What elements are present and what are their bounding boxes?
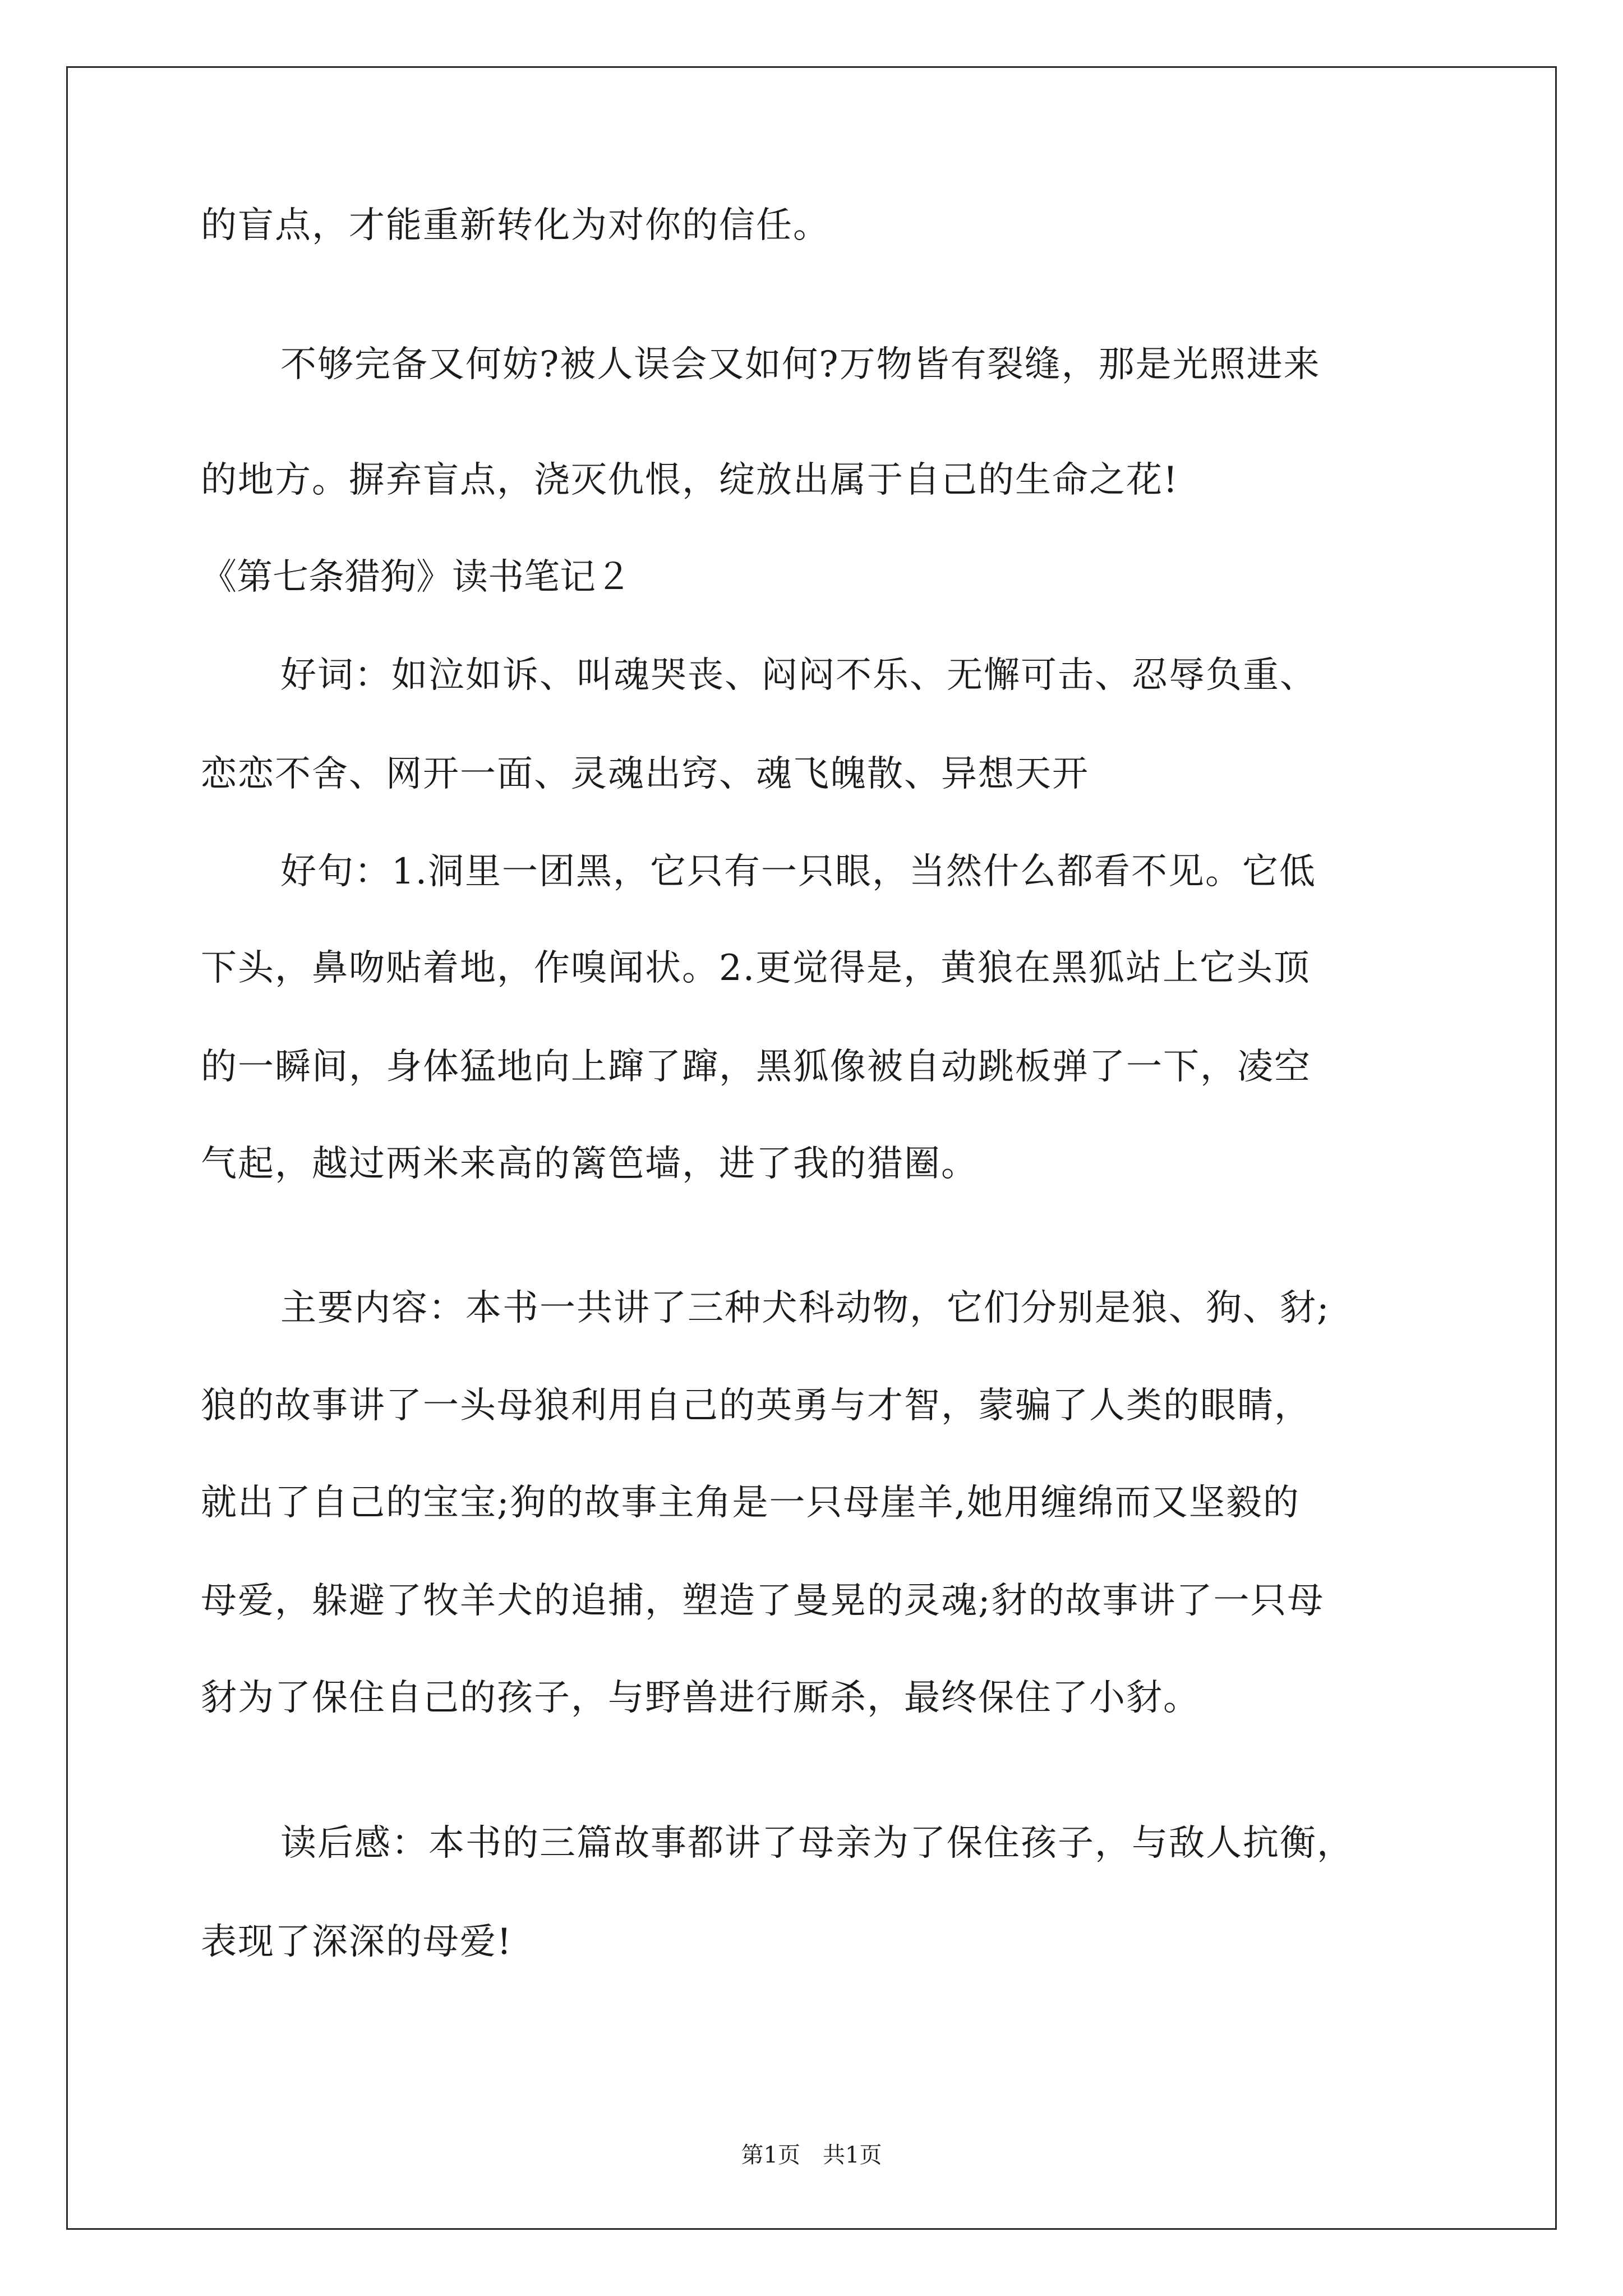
- page-number: 第1页: [741, 2142, 800, 2168]
- paragraph-line: 表现了深深的母爱!: [201, 1921, 513, 1963]
- paragraph-line: 读后感：本书的三篇故事都讲了母亲为了保住孩子，与敌人抗衡，: [280, 1823, 1354, 1864]
- paragraph-line: 好词：如泣如诉、叫魂哭丧、闷闷不乐、无懈可击、忍辱负重、: [280, 655, 1317, 696]
- paragraph-line: 好句：1.洞里一团黑，它只有一只眼，当然什么都看不见。它低: [280, 851, 1317, 892]
- paragraph-line: 下头，鼻吻贴着地，作嗅闻状。2.更觉得是，黄狼在黑狐站上它头顶: [201, 947, 1311, 989]
- paragraph-line: 豺为了保住自己的孩子，与野兽进行厮杀，最终保住了小豺。: [201, 1677, 1200, 1719]
- paragraph-line: 不够完备又何妨?被人误会又如何?万物皆有裂缝，那是光照进来: [280, 344, 1321, 385]
- paragraph-line: 主要内容：本书一共讲了三种犬科动物，它们分别是狼、狗、豺;: [280, 1287, 1330, 1329]
- paragraph-line: 就出了自己的宝宝;狗的故事主角是一只母崖羊,她用缠绵而又坚毅的: [201, 1482, 1300, 1524]
- page-total: 共1页: [823, 2142, 882, 2168]
- paragraph-line: 的地方。摒弃盲点，浇灭仇恨，绽放出属于自己的生命之花!: [201, 459, 1179, 501]
- paragraph-line: 的盲点，才能重新转化为对你的信任。: [201, 205, 830, 246]
- section-heading: 《第七条猎狗》读书笔记２: [201, 556, 631, 598]
- paragraph-line: 恋恋不舍、网开一面、灵魂出窍、魂飞魄散、异想天开: [201, 753, 1089, 795]
- page-footer: [0, 2144, 1623, 2166]
- paragraph-line: 母爱，躲避了牧羊犬的追捕，塑造了曼晃的灵魂;豺的故事讲了一只母: [201, 1580, 1325, 1622]
- paragraph-line: 的一瞬间，身体猛地向上蹿了蹿，黑狐像被自动跳板弹了一下，凌空: [201, 1046, 1311, 1088]
- paragraph-line: 气起，越过两米来高的篱笆墙，进了我的猎圈。: [201, 1143, 978, 1185]
- paragraph-line: 狼的故事讲了一头母狼利用自己的英勇与才智，蒙骗了人类的眼睛，: [201, 1385, 1311, 1427]
